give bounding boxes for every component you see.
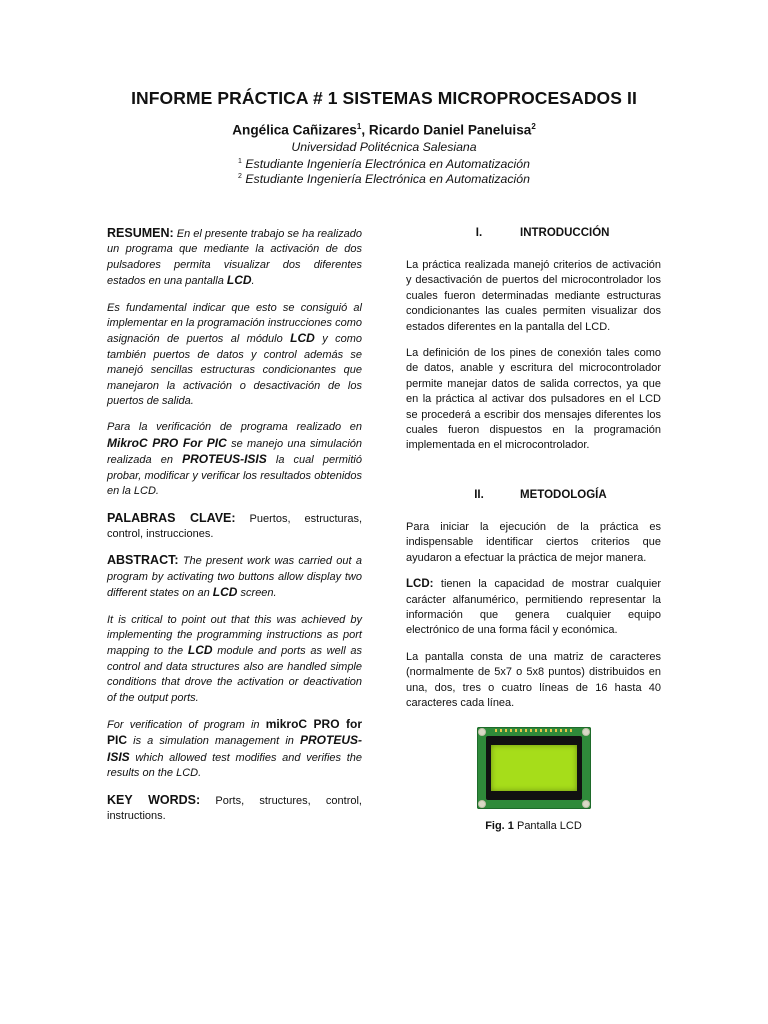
figure-caption-text: Pantalla LCD — [513, 820, 582, 833]
lcd-header-pins — [495, 729, 573, 732]
section-title: INTRODUCCIÓN — [520, 227, 610, 239]
resumen-proteus: PROTEUS-ISIS — [182, 452, 267, 467]
affiliation-2-sup: 2 — [238, 173, 242, 180]
figure-label: Fig. 1 — [485, 820, 514, 833]
palabras-clave — [107, 511, 362, 543]
author-1-sup: 1 — [356, 122, 362, 131]
abstract-paragraph-3 — [107, 717, 362, 782]
resumen-text-1b: . — [251, 275, 255, 288]
author-line — [0, 122, 768, 138]
lcd-label: LCD: — [406, 578, 434, 591]
resumen-paragraph-2 — [107, 301, 362, 410]
key-words-text: Ports, structures, control, instructions. — [107, 794, 362, 822]
lcd-module-image — [477, 727, 591, 809]
affiliation-1-text: Estudiante Ingeniería Electrónica en Automatización — [241, 157, 530, 172]
mounting-hole — [583, 729, 589, 735]
abstract-paragraph-1 — [107, 553, 362, 601]
paper-title: INFORME PRÁCTICA # 1 SISTEMAS MICROPROCESADOS II — [131, 88, 637, 108]
metodologia-paragraph-1: Para iniciar la ejecución de la práctica es indispensable identificar ciertos criterios que ayudaron a efectuar la práctica de mejor manera. — [406, 520, 661, 564]
section-number: I. — [475, 227, 483, 239]
palabras-clave-text: Puertos, estructuras, control, instrucciones. — [107, 512, 362, 540]
section-heading-metodologia — [406, 488, 661, 504]
abstract-proteus: PROTEUS-ISIS — [107, 733, 362, 764]
mounting-hole — [583, 801, 589, 807]
metodologia-paragraph-3: La pantalla consta de una matriz de caracteres (normalmente de 5x7 o 5x8 puntos) distribuidos en una, dos, tres o cuatro líneas de 16 hasta 40 caracteres cada línea. — [406, 650, 661, 709]
resumen-text-3: Para la verificación de programa realizado en — [107, 421, 362, 434]
abstract-lcd-1: LCD — [212, 585, 238, 600]
abstract-text-3c: which allowed test modifies and verifies the results on the LCD. — [107, 751, 362, 780]
author-2: Ricardo Daniel Paneluisa — [368, 122, 532, 138]
figure-caption — [406, 819, 661, 834]
university: Universidad Politécnica Salesiana — [291, 140, 477, 154]
abstract-text-2b: module and ports as well as control and data structures also are handled simple conditions that drove the activation or deactivation of the output ports. — [107, 645, 362, 704]
resumen-text-1: En el presente trabajo se ha realizado un programa que mediante la activación de dos pulsadores permita visualizar dos diferentes estados en una pantalla — [107, 228, 363, 288]
mounting-hole — [479, 801, 485, 807]
resumen-text-3c: la cual permitió probar, modificar y verificar los resultados obtenidos en la LCD. — [107, 454, 362, 498]
resumen-text-2b: y como también puertos de datos y control además se manejó sencillas estructuras condicionantes que manejaron la activación o desactivación de los puertos de salida. — [107, 333, 362, 408]
abstract-text-1: The present work was carried out a program by activating two buttons allow display two different states on an — [107, 555, 362, 600]
author-2-sup: 2 — [531, 122, 536, 131]
abstract-paragraph-2 — [107, 613, 362, 706]
left-column — [107, 226, 362, 824]
affiliation-1 — [0, 155, 768, 171]
figure-lcd — [406, 727, 661, 809]
section-title: METODOLOGÍA — [520, 488, 607, 501]
lcd-screen — [491, 745, 577, 791]
section-heading-introduccion — [406, 226, 661, 242]
abstract-mikroc: mikroC PRO for PIC — [107, 716, 362, 748]
right-column — [406, 226, 661, 835]
intro-paragraph-1: La práctica realizada manejó criterios de activación y desactivación de puertos del microcontrolador los cuales fueron determinadas mediante estructuras condicionantes las cuales permiten visualizar dos estados diferentes en la pantalla del LCD. — [406, 259, 661, 333]
author-1: Angélica Cañizares — [232, 122, 357, 138]
resumen-paragraph-3 — [107, 420, 362, 499]
author-separator: , — [361, 122, 369, 138]
resumen-text-3b: se manejo una simulación realizada en — [107, 437, 362, 467]
section-number: II. — [474, 488, 484, 501]
palabras-clave-label: PALABRAS CLAVE: — [107, 510, 236, 525]
abstract-label: ABSTRACT: — [107, 553, 179, 568]
intro-paragraph-2: La definición de los pines de conexión tales como de datos, anable y escritura del microcontrolador permite manejar datos de salida correctos, ya que en la práctica al activar dos pulsadores en el LCD se procederá a escribir dos mensajes diferentes los cuales fueron dispuestos en la programación implementada en el microcontrolador. — [406, 347, 661, 452]
abstract-text-2: It is critical to point out that this was achieved by implementing the programming instructions as port mapping to the — [107, 613, 362, 658]
abstract-lcd-2: LCD — [187, 643, 213, 658]
key-words-label: KEY WORDS: — [107, 792, 201, 807]
abstract-text-1b: screen. — [237, 587, 277, 600]
key-words — [107, 793, 362, 825]
abstract-text-3b: is a simulation management in — [127, 735, 300, 748]
metodologia-paragraph-2 — [406, 577, 661, 639]
mounting-hole — [479, 729, 485, 735]
lcd-description: tienen la capacidad de mostrar cualquier carácter alfanumérico, permitiendo representar la información que genera cualquier equipo electrónico de una forma fácil y económica. — [406, 578, 661, 637]
resumen-text-2: Es fundamental indicar que esto se consiguió al implementar en la programación instrucciones como asignación de puertos al módulo — [107, 301, 362, 346]
abstract-text-3: For verification of program in — [107, 718, 266, 731]
lcd-bezel — [486, 736, 582, 800]
affiliation-2 — [0, 170, 768, 186]
resumen-label: RESUMEN: — [107, 226, 174, 240]
resumen-paragraph-1 — [107, 226, 362, 290]
resumen-lcd-1: LCD — [226, 273, 252, 288]
resumen-lcd-2: LCD — [290, 331, 315, 346]
affiliation-2-text: Estudiante Ingeniería Electrónica en Automatización — [241, 172, 530, 187]
affiliation-1-sup: 1 — [238, 158, 242, 165]
resumen-mikroc: MikroC PRO For PIC — [107, 435, 227, 450]
